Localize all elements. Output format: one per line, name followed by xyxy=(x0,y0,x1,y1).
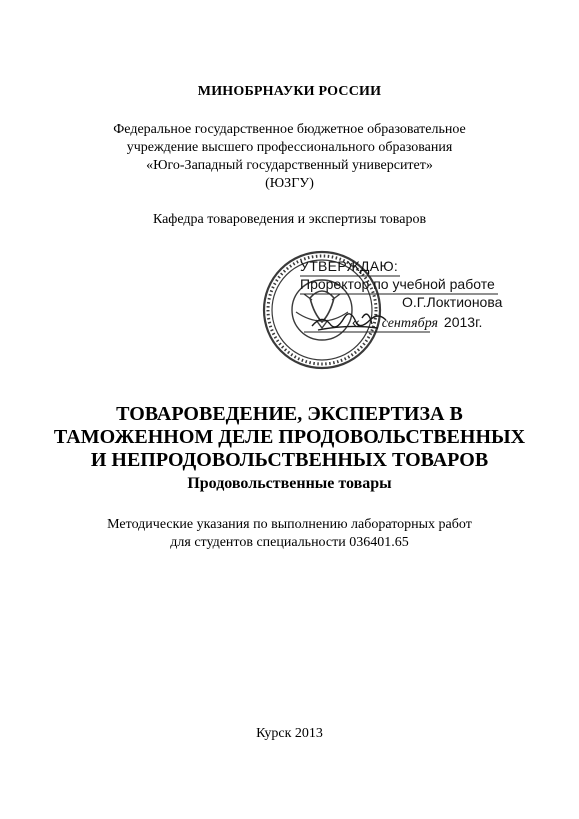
department-name: Кафедра товароведения и экспертизы товаров xyxy=(152,212,427,227)
organization-block xyxy=(0,121,579,193)
organization-abbreviation: (ЮЗГУ) xyxy=(265,176,314,191)
description-line: для студентов специальности 036401.65 xyxy=(170,535,409,550)
document-description xyxy=(0,516,579,552)
approver-position: Проректор по учебной работе xyxy=(300,276,495,292)
approval-block xyxy=(252,248,552,398)
city-year: Курск 2013 xyxy=(256,726,323,741)
document-subtitle: Продовольственные товары xyxy=(187,475,392,492)
title-line: ТОВАРОВЕДЕНИЕ, ЭКСПЕРТИЗА В xyxy=(116,403,463,425)
ministry-heading: МИНОБРНАУКИ РОССИИ xyxy=(197,84,382,99)
approve-label: УТВЕРЖДАЮ: xyxy=(300,258,399,274)
approver-name: О.Г.Локтионова xyxy=(402,294,503,310)
organization-line: учреждение высшего профессионального образования xyxy=(126,140,453,155)
approval-date xyxy=(352,314,482,332)
document-title xyxy=(0,403,579,472)
date-quote: « xyxy=(352,314,360,330)
description-line: Методические указания по выполнению лабораторных работ xyxy=(107,517,472,532)
date-month: сентября xyxy=(381,316,439,331)
date-year: 2013г. xyxy=(443,314,483,330)
organization-line: «Юго-Западный государственный университет» xyxy=(146,158,433,173)
title-line: ТАМОЖЕННОМ ДЕЛЕ ПРОДОВОЛЬСТВЕННЫХ xyxy=(53,426,526,448)
title-line: И НЕПРОДОВОЛЬСТВЕННЫХ ТОВАРОВ xyxy=(90,449,489,471)
organization-line: Федеральное государственное бюджетное образовательное xyxy=(113,122,466,137)
